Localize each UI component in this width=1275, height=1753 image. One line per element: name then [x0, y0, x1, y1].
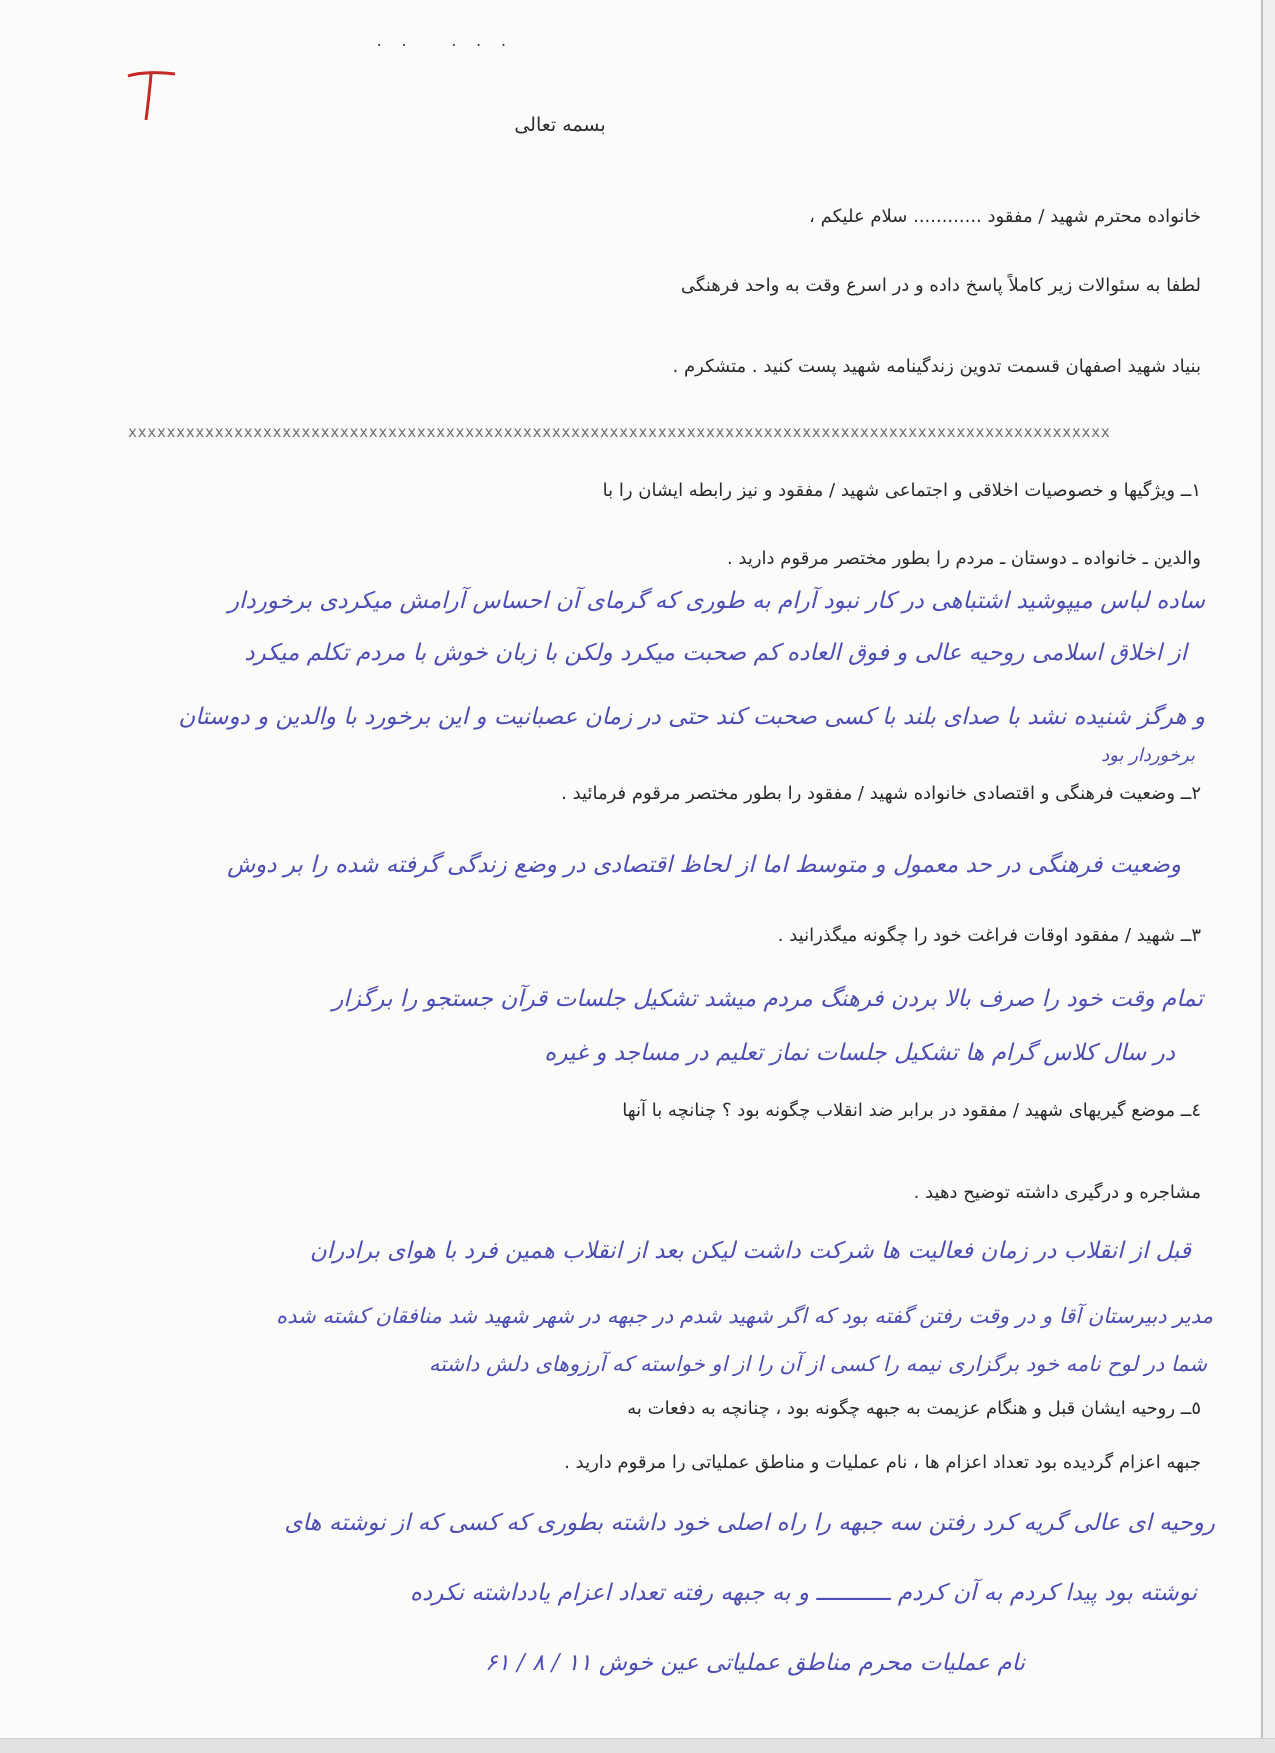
- answer-1-line-4: برخوردار بود: [1101, 745, 1195, 766]
- question-1-line-1: ۱ــ ویژگیها و خصوصیات اخلاقی و اجتماعی شهید / مفقود و نیز رابطه ایشان را با: [602, 480, 1201, 501]
- answer-5-line-1: روحیه ای عالی گریه کرد رفتن سه جبهه را راه اصلی خود داشته بطوری که کسی که از نوشته های: [284, 1510, 1215, 1536]
- question-4-line-1: ٤ــ موضع گیریهای شهید / مفقود در برابر ضد انقلاب چگونه بود ؟ چنانچه با آنها: [622, 1100, 1201, 1121]
- top-marks: . . . . .: [375, 34, 512, 50]
- red-t-mark: [120, 66, 180, 126]
- scan-bottom-band: [0, 1738, 1275, 1753]
- answer-1-line-1: ساده لباس میپوشید اشتباهی در کار نبود آرام به طوری که گرمای آن احساس آرامش میکردی برخوردار: [227, 588, 1205, 614]
- salutation: خانواده محترم شهید / مفقود ............ سلام علیکم ،: [809, 206, 1201, 227]
- answer-4-line-2: مدیر دبیرستان آقا و در وقت رفتن گفته بود که اگر شهید شدم در جبهه در شهر شهید شد منافقان کشته شده: [276, 1304, 1213, 1328]
- answer-5-line-3: نام عملیات محرم مناطق عملیاتی عین خوش ۱۱ / ۸ / ۶۱: [485, 1650, 1025, 1676]
- scan-edge: [1261, 0, 1275, 1753]
- answer-3-line-2: در سال کلاس گرام ها تشکیل جلسات نماز تعلیم در مساجد و غیره: [544, 1040, 1175, 1066]
- question-1-line-2: والدین ـ خانواده ـ دوستان ـ مردم را بطور مختصر مرقوم دارید .: [726, 548, 1201, 569]
- question-2-line-1: ۲ــ وضعیت فرهنگی و اقتصادی خانواده شهید / مفقود را بطور مختصر مرقوم فرمائید .: [561, 783, 1201, 804]
- answer-1-line-2: از اخلاق اسلامی روحیه عالی و فوق العاده کم صحبت میکرد ولکن با زبان خوش با مردم تکلم میکرد: [244, 640, 1187, 666]
- answer-5-line-2: نوشته بود پیدا کردم به آن کردم ـــــــــــ و به جبهه رفته تعداد اعزام یادداشته نکرده: [409, 1580, 1197, 1606]
- question-4-line-2: مشاجره و درگیری داشته توضیح دهید .: [913, 1182, 1201, 1203]
- intro-line-1: لطفا به سئوالات زیر کاملاً پاسخ داده و در اسرع وقت به واحد فرهنگی: [680, 275, 1201, 296]
- answer-4-line-3: شما در لوح نامه خود برگزاری نیمه را کسی از آن را از او خواسته که آرزوهای دلش داشته: [428, 1352, 1207, 1376]
- question-3-line-1: ۳ــ شهید / مفقود اوقات فراغت خود را چگونه میگذرانید .: [777, 925, 1201, 946]
- answer-2-line-1: وضعیت فرهنگی در حد معمول و متوسط اما از لحاظ اقتصادی در وضع زندگی گرفته شده را بر دوش: [227, 852, 1181, 878]
- intro-line-2: بنیاد شهید اصفهان قسمت تدوین زندگینامه شهید پست کنید . متشکرم .: [672, 356, 1201, 377]
- document-header: بسمه تعالی: [514, 114, 606, 136]
- question-5-line-1: ٥ــ روحیه ایشان قبل و هنگام عزیمت به جبهه چگونه بود ، چنانچه به دفعات به: [627, 1398, 1201, 1419]
- answer-1-line-3: و هرگز شنیده نشد با صدای بلند با کسی صحبت کند حتی در زمان عصبانیت و این برخورد با والدین و دوستان: [178, 704, 1205, 730]
- answer-4-line-1: قبل از انقلاب در زمان فعالیت ها شرکت داشت لیکن بعد از انقلاب همین فرد با هوای برادران: [309, 1238, 1191, 1264]
- answer-3-line-1: تمام وقت خود را صرف بالا بردن فرهنگ مردم میشد تشکیل جلسات قرآن جستجو را برگزار: [332, 986, 1203, 1012]
- section-divider: xxxxxxxxxxxxxxxxxxxxxxxxxxxxxxxxxxxxxxxxxxxxxxxxxxxxxxxxxxxxxxxxxxxxxxxxxxxxxxxxxxxxxxxxxxxxxxxxxxxxxx: [128, 423, 1111, 441]
- question-5-line-2: جبهه اعزام گردیده بود تعداد اعزام ها ، نام عملیات و مناطق عملیاتی را مرقوم دارید .: [564, 1452, 1201, 1473]
